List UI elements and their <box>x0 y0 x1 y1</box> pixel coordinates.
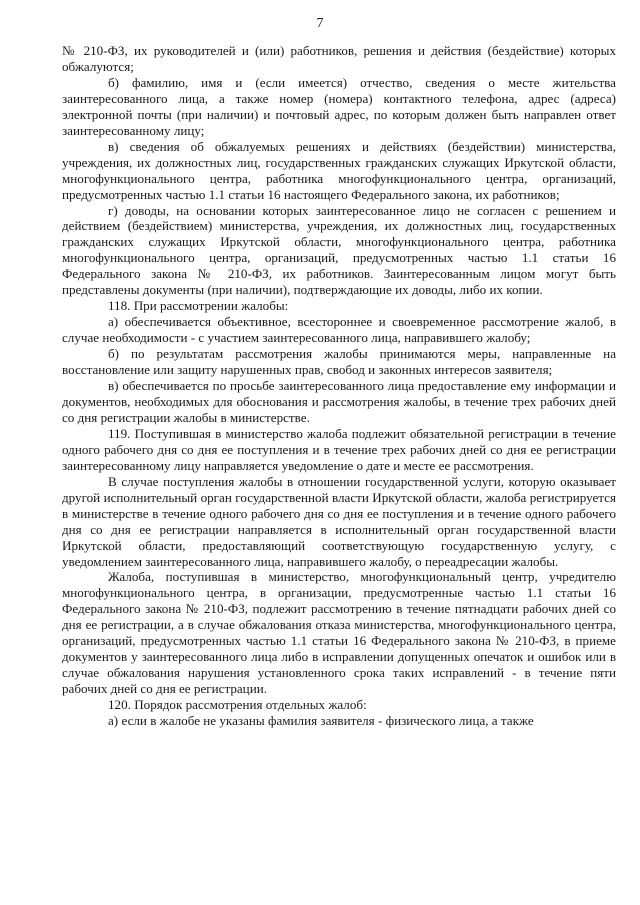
paragraph: а) обеспечивается объективное, всестороннее и своевременное рассмотрение жалоб, в случае необходимости - с участием заинтересованного лица, направившего жалобу; <box>62 314 616 346</box>
paragraph: № 210-ФЗ, их руководителей и (или) работников, решения и действия (бездействие) которых обжалуются; <box>62 43 616 74</box>
paragraph: г) доводы, на основании которых заинтересованное лицо не согласен с решением и действием (бездействием) министерства, учреждения, их должностных лиц, государственных гражданских служащих Иркутской области, многофункционального центра, работника многофункционального центра, организаций, предусмотренных частью 1.1 статьи 16 Федерального закона № 210-ФЗ, их работников. Заинтересованным лицом могут быть представлены документы (при наличии), подтверждающие их доводы, либо их копии. <box>62 202 616 298</box>
paragraph: в) обеспечивается по просьбе заинтересованного лица предоставление ему информации и документов, необходимых для обоснования и рассмотрения жалобы, в течение трех рабочих дней со дня регистрации жалобы в министерстве. <box>62 378 616 425</box>
paragraph: 118. При рассмотрении жалобы: <box>108 298 289 314</box>
paragraph: В случае поступления жалобы в отношении государственной услуги, которую оказывает другой исполнительный орган государственной власти Иркутской области, жалоба регистрируется в министерстве в течение одного рабочего дня со дня ее поступления и в течение одного рабочего дня со дня ее регистрации направляется в исполнительный орган государственной власти Иркутской области, предоставляющий соответствующую государственную услугу, с уведомлением заинтересованного лица, направившего жалобу, о переадресации жалобы. <box>62 473 616 569</box>
paragraph: а) если в жалобе не указаны фамилия заявителя - физического лица, а также <box>108 713 534 729</box>
paragraph: в) сведения об обжалуемых решениях и действиях (бездействии) министерства, учреждения, их должностных лиц, государственных гражданских служащих Иркутской области, многофункционального центра, работника многофункционального центра, организаций, предусмотренных частью 1.1 статьи 16 настоящего Федерального закона, их работников; <box>62 138 616 202</box>
paragraph: 120. Порядок рассмотрения отдельных жалоб: <box>108 697 367 713</box>
paragraph: б) по результатам рассмотрения жалобы принимаются меры, направленные на восстановление или защиту нарушенных прав, свобод и законных интересов заявителя; <box>62 346 616 378</box>
paragraph: 119. Поступившая в министерство жалоба подлежит обязательной регистрации в течение одного рабочего дня со дня ее поступления и в течение трех рабочих дней со дня ее регистрации заинтересованному лицу направляется уведомление о дате и месте ее рассмотрения. <box>62 425 616 473</box>
document-body <box>62 43 616 729</box>
paragraph: Жалоба, поступившая в министерство, многофункциональный центр, учредителю многофункционального центра, в организации, предусмотренные частью 1.1 статьи 16 Федерального закона № 210-ФЗ, подлежит рассмотрению в течение пятнадцати рабочих дней со дня ее регистрации, а в случае обжалования отказа министерства, многофункционального центра, организаций, предусмотренных частью 1.1 статьи 16 Федерального закона № 210-ФЗ, в приеме документов у заинтересованного лица либо в исправлении допущенных опечаток и ошибок или в случае обжалования нарушения установленного срока таких исправлений - в течение пяти рабочих дней со дня ее регистрации. <box>62 569 616 697</box>
page-number: 7 <box>316 16 324 31</box>
paragraph: б) фамилию, имя и (если имеется) отчество, сведения о месте жительства заинтересованного лица, а также номер (номера) контактного телефона, адрес (адреса) электронной почты (при наличии) и почтовый адрес, по которым должен быть направлен ответ заинтересованному лицу; <box>62 74 616 138</box>
